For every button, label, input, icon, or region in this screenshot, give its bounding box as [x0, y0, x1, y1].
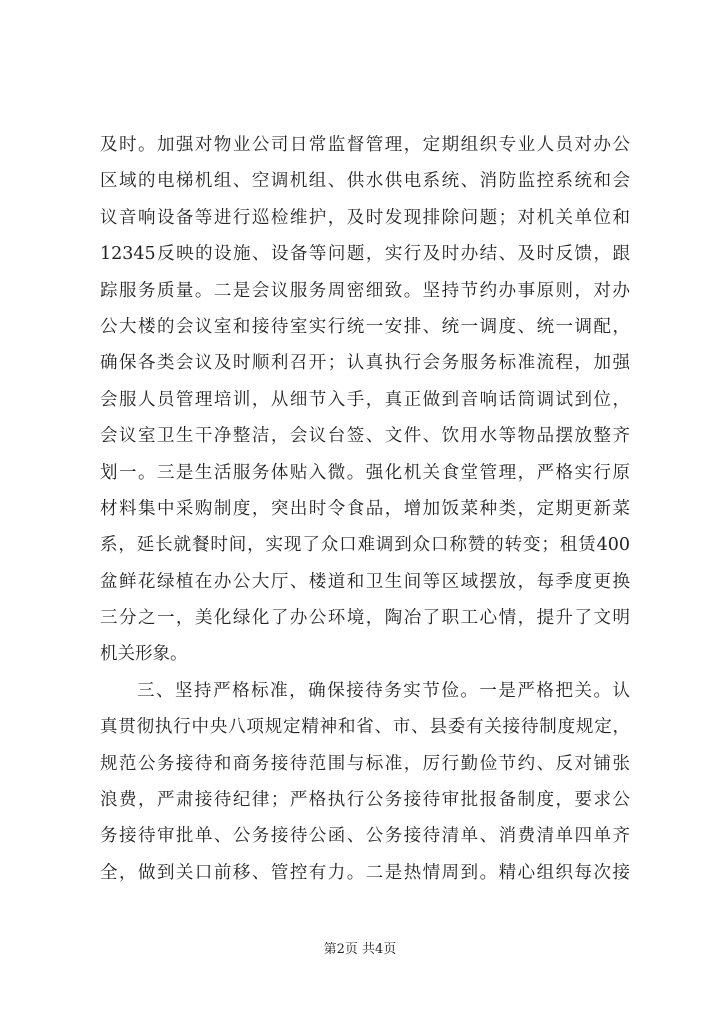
text-line: 踪服务质量。二是会议服务周密细致。坚持节约办事原则，对办 [100, 280, 630, 301]
text-line: 浪费，严肃接待纪律；严格执行公务接待审批报备制度，要求公 [100, 790, 630, 811]
text-line: 三、坚持严格标准，确保接待务实节俭。一是严格把关。认 [137, 680, 630, 701]
text-line: 确保各类会议及时顺利召开；认真执行会务服务标准流程，加强 [100, 353, 630, 374]
text-line: 三分之一，美化绿化了办公环境，陶冶了职工心情，提升了文明 [100, 608, 630, 629]
text-line: 盆鲜花绿植在办公大厅、楼道和卫生间等区域摆放，每季度更换 [100, 571, 630, 592]
text-line: 12345反映的设施、设备等问题，实行及时办结、及时反馈，跟 [100, 244, 630, 265]
text-line: 公大楼的会议室和接待室实行统一安排、统一调度、统一调配， [100, 316, 630, 337]
text-line: 划一。三是生活服务体贴入微。强化机关食堂管理，严格实行原 [100, 462, 630, 483]
text-line: 务接待审批单、公务接待公函、公务接待清单、消费清单四单齐 [100, 826, 630, 847]
text-line: 全，做到关口前移、管控有力。二是热情周到。精心组织每次接 [100, 862, 630, 883]
text-line: 会服人员管理培训，从细节入手，真正做到音响话筒调试到位， [100, 389, 630, 410]
text-line: 区域的电梯机组、空调机组、供水供电系统、消防监控系统和会 [100, 171, 630, 192]
text-line: 真贯彻执行中央八项规定精神和省、市、县委有关接待制度规定， [100, 717, 630, 738]
text-line: 规范公务接待和商务接待范围与标准，厉行勤俭节约、反对铺张 [100, 753, 630, 774]
paragraph [100, 127, 630, 673]
page-number-footer: 第2页 共4页 [323, 942, 397, 957]
text-line: 机关形象。 [100, 644, 188, 665]
text-line: 议音响设备等进行巡检维护，及时发现排除问题；对机关单位和 [100, 207, 630, 228]
paragraph [100, 673, 630, 891]
text-line: 系，延长就餐时间，实现了众口难调到众口称赞的转变；租赁400 [100, 535, 630, 556]
document-body [100, 127, 630, 891]
text-line: 材料集中采购制度，突出时令食品，增加饭菜种类，定期更新菜 [100, 498, 630, 519]
text-line: 会议室卫生干净整洁，会议台签、文件、饮用水等物品摆放整齐 [100, 426, 630, 447]
text-line: 及时。加强对物业公司日常监督管理，定期组织专业人员对办公 [100, 135, 630, 155]
